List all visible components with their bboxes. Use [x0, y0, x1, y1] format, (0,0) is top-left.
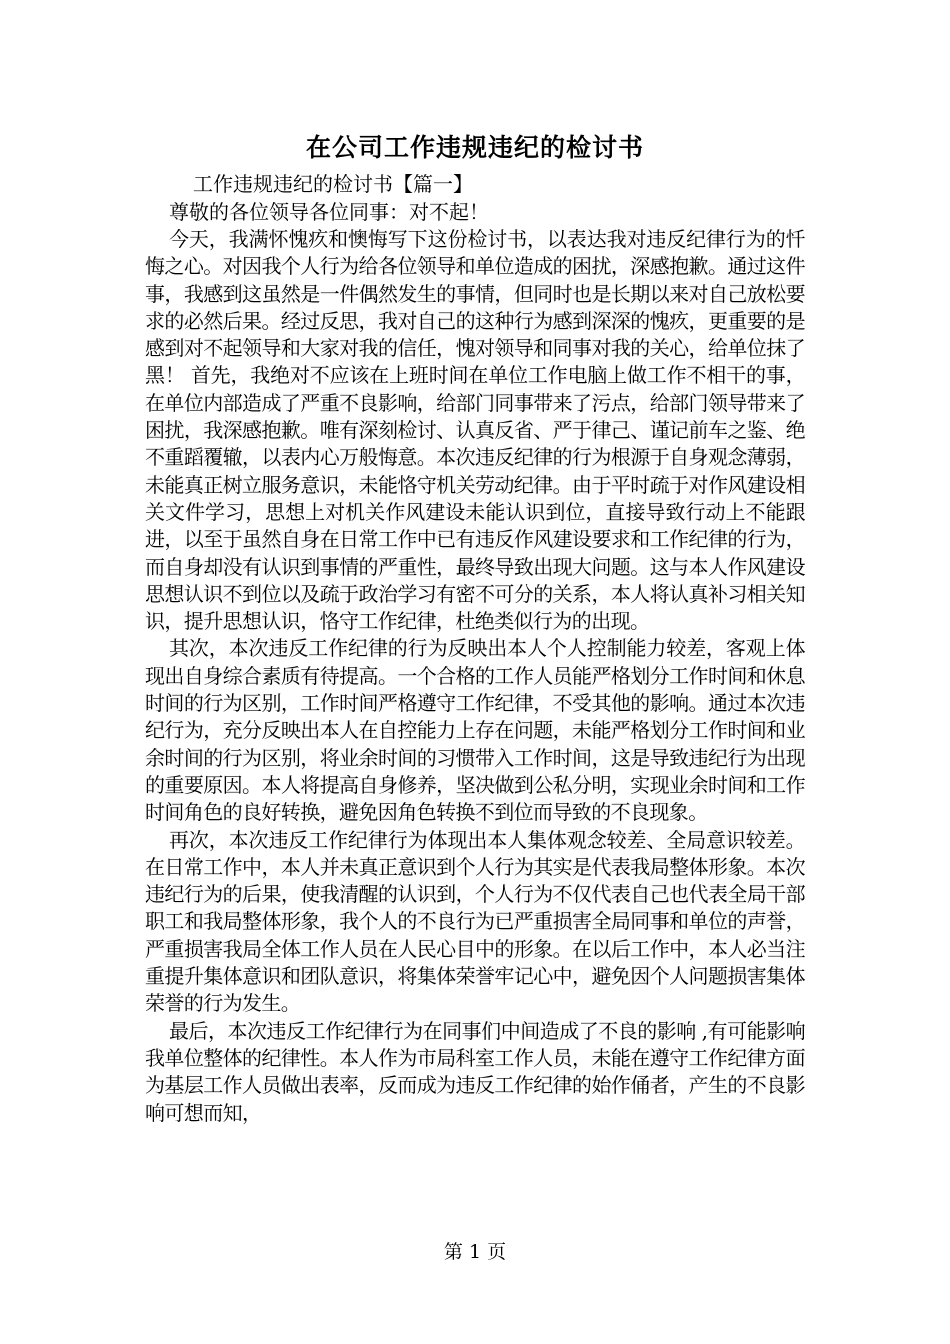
paragraph-3: 再次，本次违反工作纪律行为体现出本人集体观念较差、全局意识较差。在日常工作中，本人并未真正意识到个人行为其实是代表我局整体形象。本次违纪行为的后果，使我清醒的认识到，个人行为不仅代表自己也代表全局干部职工和我局整体形象，我个人的不良行为已严重损害全局同事和单位的声誉，严重损害我局全体工作人员在人民心目中的形象。在以后工作中，本人必当注重提升集体意识和团队意识，将集体荣誉牢记心中，避免因个人问题损害集体荣誉的行为发生。: [145, 827, 805, 1016]
document-page: [145, 128, 805, 1127]
paragraph-2: 其次，本次违反工作纪律的行为反映出本人个人控制能力较差，客观上体现出自身综合素质有待提高。一个合格的工作人员能严格划分工作时间和休息时间的行为区别，工作时间严格遵守工作纪律，不受其他的影响。通过本次违纪行为，充分反映出本人在自控能力上存在问题，未能严格划分工作时间和业余时间的行为区别，将业余时间的习惯带入工作时间，这是导致违纪行为出现的重要原因。本人将提高自身修养，坚决做到公私分明，实现业余时间和工作时间角色的良好转换，避免因角色转换不到位而导致的不良现象。: [145, 636, 805, 825]
page-number: 第 1 页: [443, 1241, 507, 1263]
salutation: 尊敬的各位领导各位同事：对不起！: [169, 200, 489, 224]
paragraph-4: 最后，本次违反工作纪律行为在同事们中间造成了不良的影响 ,有可能影响我单位整体的纪律性。本人作为市局科室工作人员，未能在遵守工作纪律方面为基层工作人员做出表率，反而成为违反工作纪律的始作俑者，产生的不良影响可想而知，: [145, 1018, 805, 1125]
paragraph-1: 今天，我满怀愧疚和懊悔写下这份检讨书，以表达我对违反纪律行为的忏悔之心。对因我个人行为给各位领导和单位造成的困扰，深感抱歉。通过这件事，我感到这虽然是一件偶然发生的事情，但同时也是长期以来对自己放松要求的必然后果。经过反思，我对自己的这种行为感到深深的愧疚，更重要的是感到对不起领导和大家对我的信任，愧对领导和同事对我的关心，给单位抹了黑！ 首先，我绝对不应该在上班时间在单位工作电脑上做工作不相干的事，在单位内部造成了严重不良影响，给部门同事带来了污点，给部门领导带来了困扰，我深感抱歉。唯有深刻检讨、认真反省、严于律己、谨记前车之鉴、绝不重蹈覆辙，以表内心万般悔意。本次违反纪律的行为根源于自身观念薄弱，未能真正树立服务意识，未能恪守机关劳动纪律。由于平时疏于对作风建设相关文件学习，思想上对机关作风建设未能认识到位，直接导致行动上不能跟进，以至于虽然自身在日常工作中已有违反作风建设要求和工作纪律的行为，而自身却没有认识到事情的严重性，最终导致出现大问题。这与本人作风建设思想认识不到位以及疏于政治学习有密不可分的关系，本人将认真补习相关知识，提升思想认识，恪守工作纪律，杜绝类似行为的出现。: [145, 227, 805, 634]
document-subtitle: 工作违规违纪的检讨书【篇一】: [193, 172, 473, 196]
document-title: 在公司工作违规违纪的检讨书: [305, 133, 644, 162]
